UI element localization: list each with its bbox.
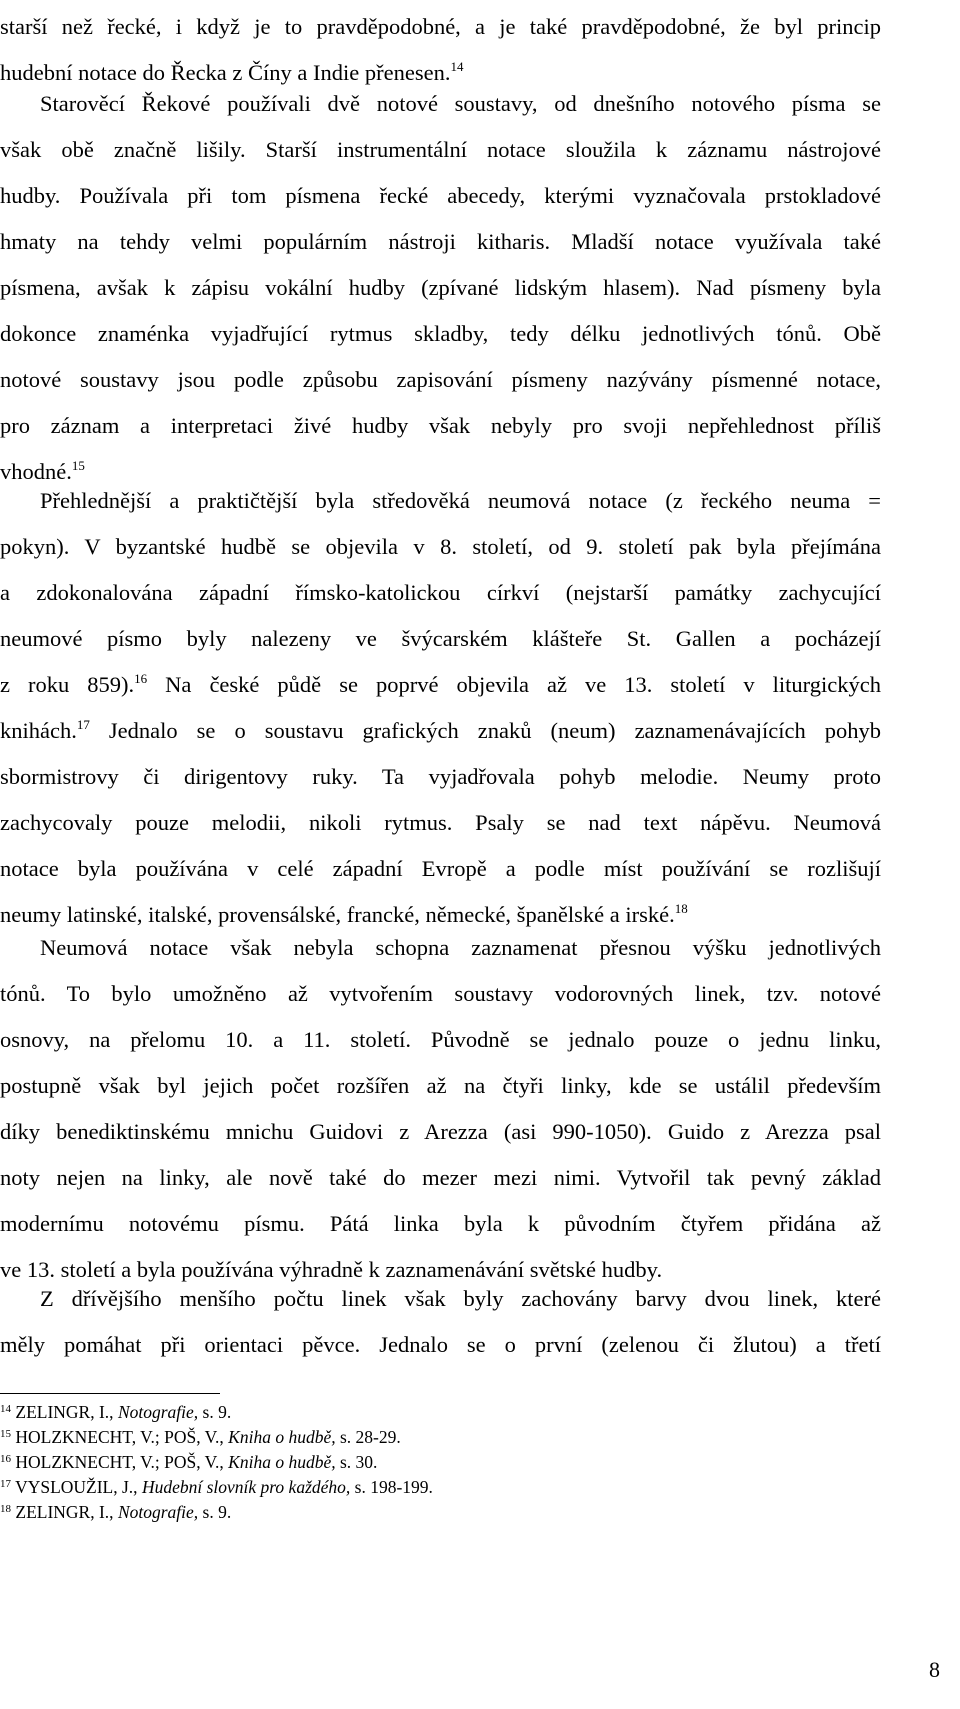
text-line: postupně však byl jejich počet rozšířen až na čtyři linky, kde se ustálil především: [0, 1073, 881, 1098]
text-line: neumy latinské, italské, provensálské, francké, německé, španělské a irské.$^{18}$: [0, 901, 688, 927]
text-line: Z dřívějšího menšího počtu linek však byly zachovány barvy dvou linek, které: [40, 1286, 881, 1311]
footnote-number: 18: [0, 1503, 11, 1515]
footnote-item: $^{14}$ ZELINGR, I., Notografie, s. 9.: [0, 1402, 232, 1422]
footnote-item: $^{16}$ HOLZKNECHT, V.; POŠ, V., Kniha o hudbě, s. 30.: [0, 1452, 378, 1472]
text-line: Neumová notace však nebyla schopna zaznamenat přesnou výšku jednotlivých: [40, 935, 881, 960]
text-line: ve 13. století a byla používána výhradně k zaznamenávání světské hudby.: [0, 1257, 663, 1282]
text-line: Starověcí Řekové používali dvě notové soustavy, od dnešního notového písma se: [40, 91, 881, 116]
text-line: zachycovaly pouze melodii, nikoli rytmus. Psaly se nad text nápěvu. Neumová: [0, 810, 881, 835]
text-line: a zdokonalována západní římsko-katolickou církví (nejstarší památky zachycující: [0, 580, 881, 605]
footnote-item: $^{15}$ HOLZKNECHT, V.; POŠ, V., Kniha o hudbě, s. 28-29.: [0, 1427, 401, 1447]
text-line: hudby. Používala při tom písmena řecké abecedy, kterými vyznačovala prstokladové: [0, 183, 881, 208]
footnote-ref[interactable]: 14: [450, 59, 464, 74]
text-line: písmena, avšak k zápisu vokální hudby (zpívané lidským hlasem). Nad písmeny byla: [0, 275, 881, 300]
text-line: hmaty na tehdy velmi populárním nástroji kitharis. Mladší notace využívala také: [0, 229, 881, 254]
footnote-ref[interactable]: 15: [71, 458, 85, 473]
footnotes: [0, 1400, 880, 1525]
text-line: neumové písmo byly nalezeny ve švýcarském klášteře St. Gallen a pocházejí: [0, 626, 881, 651]
footnote-ref[interactable]: 16: [134, 671, 148, 686]
text-line: měly pomáhat při orientaci pěvce. Jednalo se o první (zelenou či žlutou) a třetí: [0, 1332, 881, 1357]
text-line: Přehlednější a praktičtější byla středověká neumová notace (z řeckého neuma =: [40, 488, 881, 513]
text-line: pro záznam a interpretaci živé hudby však nebyly pro svoji nepřehlednost příliš: [0, 413, 881, 438]
footnote-number: 17: [0, 1478, 11, 1490]
footnote-ref[interactable]: 17: [76, 717, 90, 732]
footnote-item: $^{17}$ VYSLOUŽIL, J., Hudební slovník pro každého, s. 198-199.: [0, 1477, 433, 1497]
text-line: díky benediktinskému mnichu Guidovi z Arezza (asi 990-1050). Guido z Arezza psal: [0, 1119, 881, 1144]
text-line: knihách.$^{17}$ Jednalo se o soustavu grafických znaků (neum) zaznamenávajících pohyb: [0, 717, 881, 743]
text-line: hudební notace do Řecka z Číny a Indie přenesen.$^{14}$: [0, 59, 464, 85]
text-line: modernímu notovému písmu. Pátá linka byla k původním čtyřem přidána až: [0, 1211, 881, 1236]
text-line: noty nejen na linky, ale nově také do mezer mezi nimi. Vytvořil tak pevný základ: [0, 1165, 881, 1190]
text-line: vhodné.$^{15}$: [0, 458, 85, 484]
text-line: starší než řecké, i když je to pravděpodobné, a je také pravděpodobné, že byl princip: [0, 14, 881, 39]
footnote-number: 14: [0, 1403, 11, 1415]
footnote-number: 15: [0, 1428, 11, 1440]
footnote-separator: [0, 1393, 220, 1394]
footnote-number: 16: [0, 1453, 11, 1465]
text-line: pokyn). V byzantské hudbě se objevila v 8. století, od 9. století pak byla přejímána: [0, 534, 881, 559]
text-line: osnovy, na přelomu 10. a 11. století. Původně se jednalo pouze o jednu linku,: [0, 1027, 881, 1052]
text-line: tónů. To bylo umožněno až vytvořením soustavy vodorovných linek, tzv. notové: [0, 981, 881, 1006]
text-line: sbormistrovy či dirigentovy ruky. Ta vyjadřovala pohyb melodie. Neumy proto: [0, 764, 881, 789]
page-number: 8: [929, 1657, 940, 1682]
text-line: z roku 859).$^{16}$ Na české půdě se poprvé objevila až ve 13. století v liturgických: [0, 671, 881, 697]
paragraph-5: [0, 1276, 960, 1368]
text-line: notové soustavy jsou podle způsobu zapisování písmeny nazývány písmenné notace,: [0, 367, 881, 392]
footnote-ref[interactable]: 18: [674, 901, 688, 916]
text-line: dokonce znaménka vyjadřující rytmus skladby, tedy délku jednotlivých tónů. Obě: [0, 321, 881, 346]
paragraph-2: [0, 81, 960, 495]
paragraph-3: [0, 478, 960, 938]
text-line: notace byla používána v celé západní Evropě a podle míst používání se rozlišují: [0, 856, 881, 881]
text-line: však obě značně lišily. Starší instrumentální notace sloužila k záznamu nástrojové: [0, 137, 881, 162]
footnote-item: $^{18}$ ZELINGR, I., Notografie, s. 9.: [0, 1502, 232, 1522]
paragraph-4: [0, 925, 960, 1293]
